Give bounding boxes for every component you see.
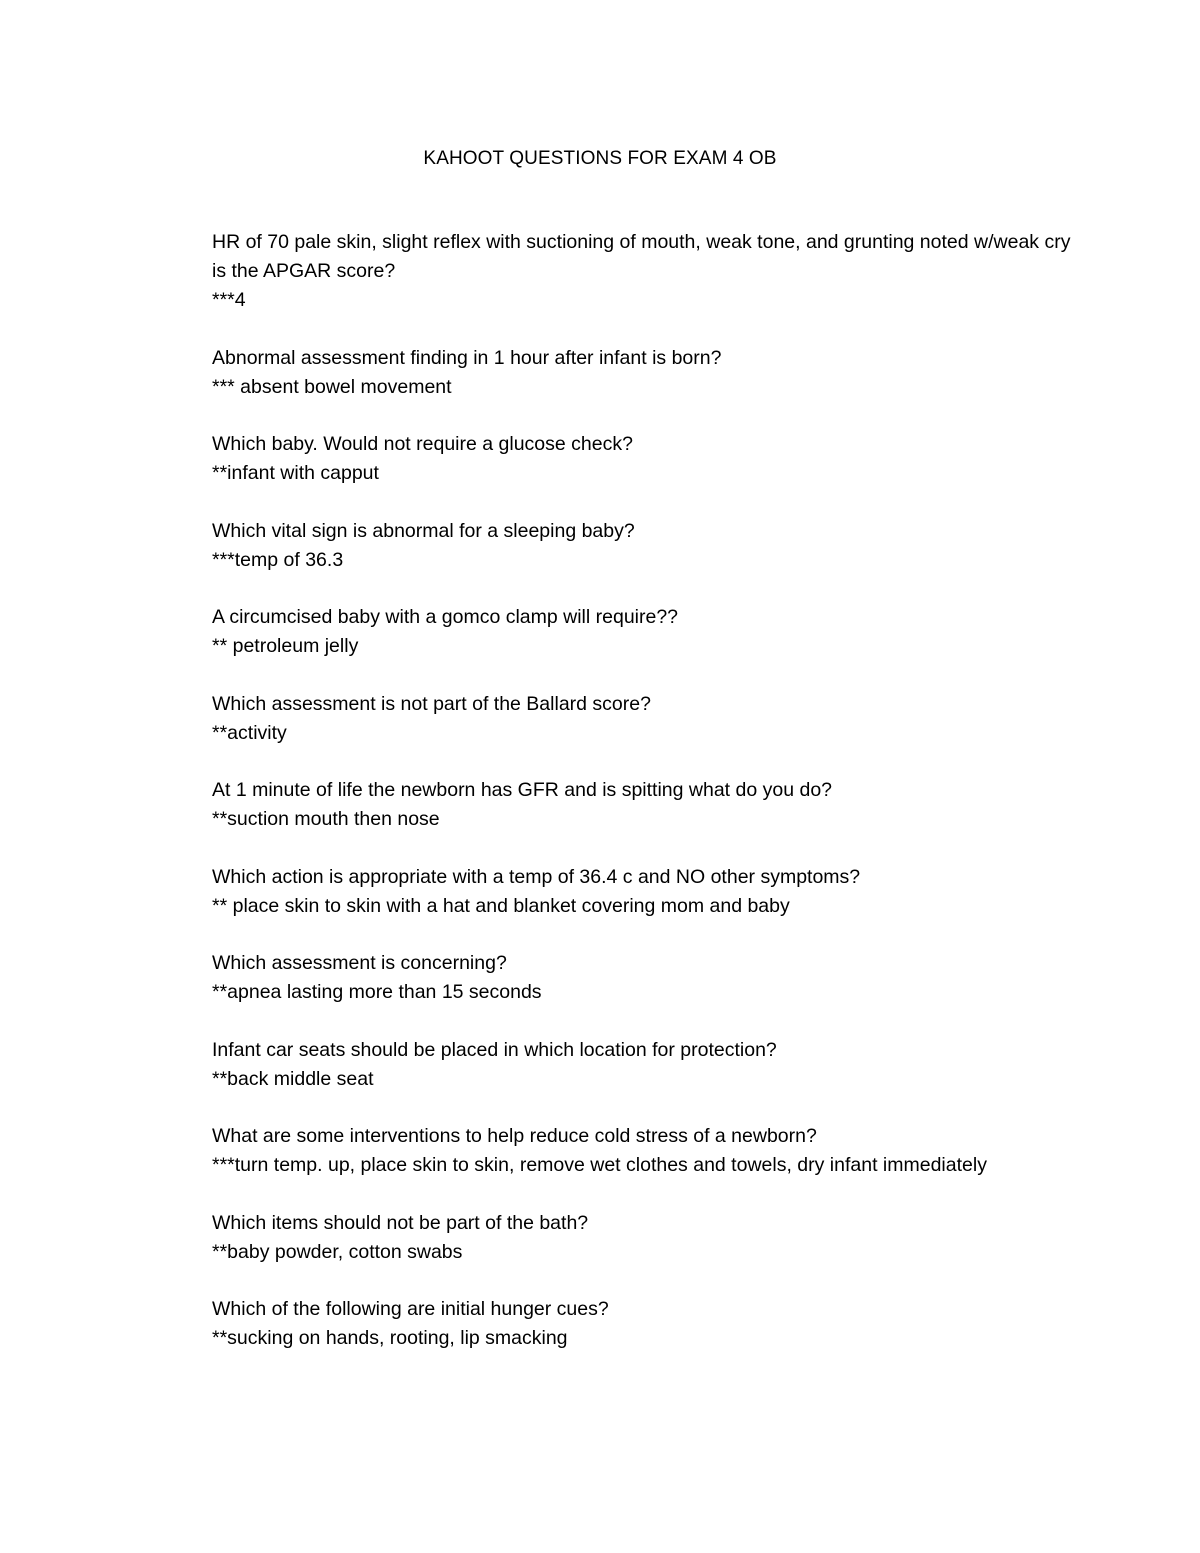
answer-text: **suction mouth then nose <box>212 808 440 830</box>
question-item-9 <box>212 949 1072 1007</box>
answer-text: ***4 <box>212 289 246 311</box>
question-text: Abnormal assessment finding in 1 hour after infant is born? <box>212 346 722 369</box>
question-text: Which of the following are initial hunger cues? <box>212 1298 609 1320</box>
question-item-10 <box>212 1036 1072 1094</box>
question-text: At 1 minute of life the newborn has GFR and is spitting what do you do? <box>212 779 833 801</box>
question-text: A circumcised baby with a gomco clamp will require?? <box>212 606 679 628</box>
question-item-12 <box>212 1209 1072 1267</box>
question-text: Which assessment is concerning? <box>212 952 507 974</box>
question-text: What are some interventions to help reduce cold stress of a newborn? <box>212 1125 817 1147</box>
question-item-1 <box>212 228 1072 315</box>
question-item-5 <box>212 603 1072 661</box>
question-item-3 <box>212 430 1072 488</box>
question-text: Infant car seats should be placed in which location for protection? <box>212 1038 777 1061</box>
question-item-8 <box>212 863 1072 921</box>
answer-text: ***turn temp. up, place skin to skin, remove wet clothes and towels, dry infant immediately <box>212 1154 987 1176</box>
question-item-4 <box>212 517 1072 575</box>
answer-text: **apnea lasting more than 15 seconds <box>212 981 542 1003</box>
question-item-13 <box>212 1295 1072 1353</box>
answer-text: **back middle seat <box>212 1067 374 1090</box>
question-text: Which baby. Would not require a glucose check? <box>212 433 633 455</box>
answer-text: **infant with capput <box>212 462 379 484</box>
question-item-11 <box>212 1122 1072 1180</box>
question-item-6 <box>212 690 1072 748</box>
question-text: Which items should not be part of the bath? <box>212 1211 589 1234</box>
question-item-7 <box>212 776 1072 834</box>
question-text: Which vital sign is abnormal for a sleeping baby? <box>212 519 635 542</box>
answer-text: **sucking on hands, rooting, lip smacking <box>212 1327 568 1349</box>
question-item-2 <box>212 344 1072 402</box>
question-text: HR of 70 pale skin, slight reflex with suctioning of mouth, weak tone, and grunting noted w/weak cry is the APGAR score? <box>212 231 1071 282</box>
answer-text: ***temp of 36.3 <box>212 548 344 571</box>
page-title: KAHOOT QUESTIONS FOR EXAM 4 OB <box>423 148 777 169</box>
answer-text: ** place skin to skin with a hat and blanket covering mom and baby <box>212 894 790 917</box>
question-text: Which assessment is not part of the Ballard score? <box>212 692 651 715</box>
answer-text: **baby powder, cotton swabs <box>212 1240 463 1263</box>
answer-text: *** absent bowel movement <box>212 375 452 398</box>
question-list <box>212 228 1072 1382</box>
answer-text: ** petroleum jelly <box>212 635 359 657</box>
question-text: Which action is appropriate with a temp of 36.4 c and NO other symptoms? <box>212 865 861 888</box>
answer-text: **activity <box>212 721 287 744</box>
